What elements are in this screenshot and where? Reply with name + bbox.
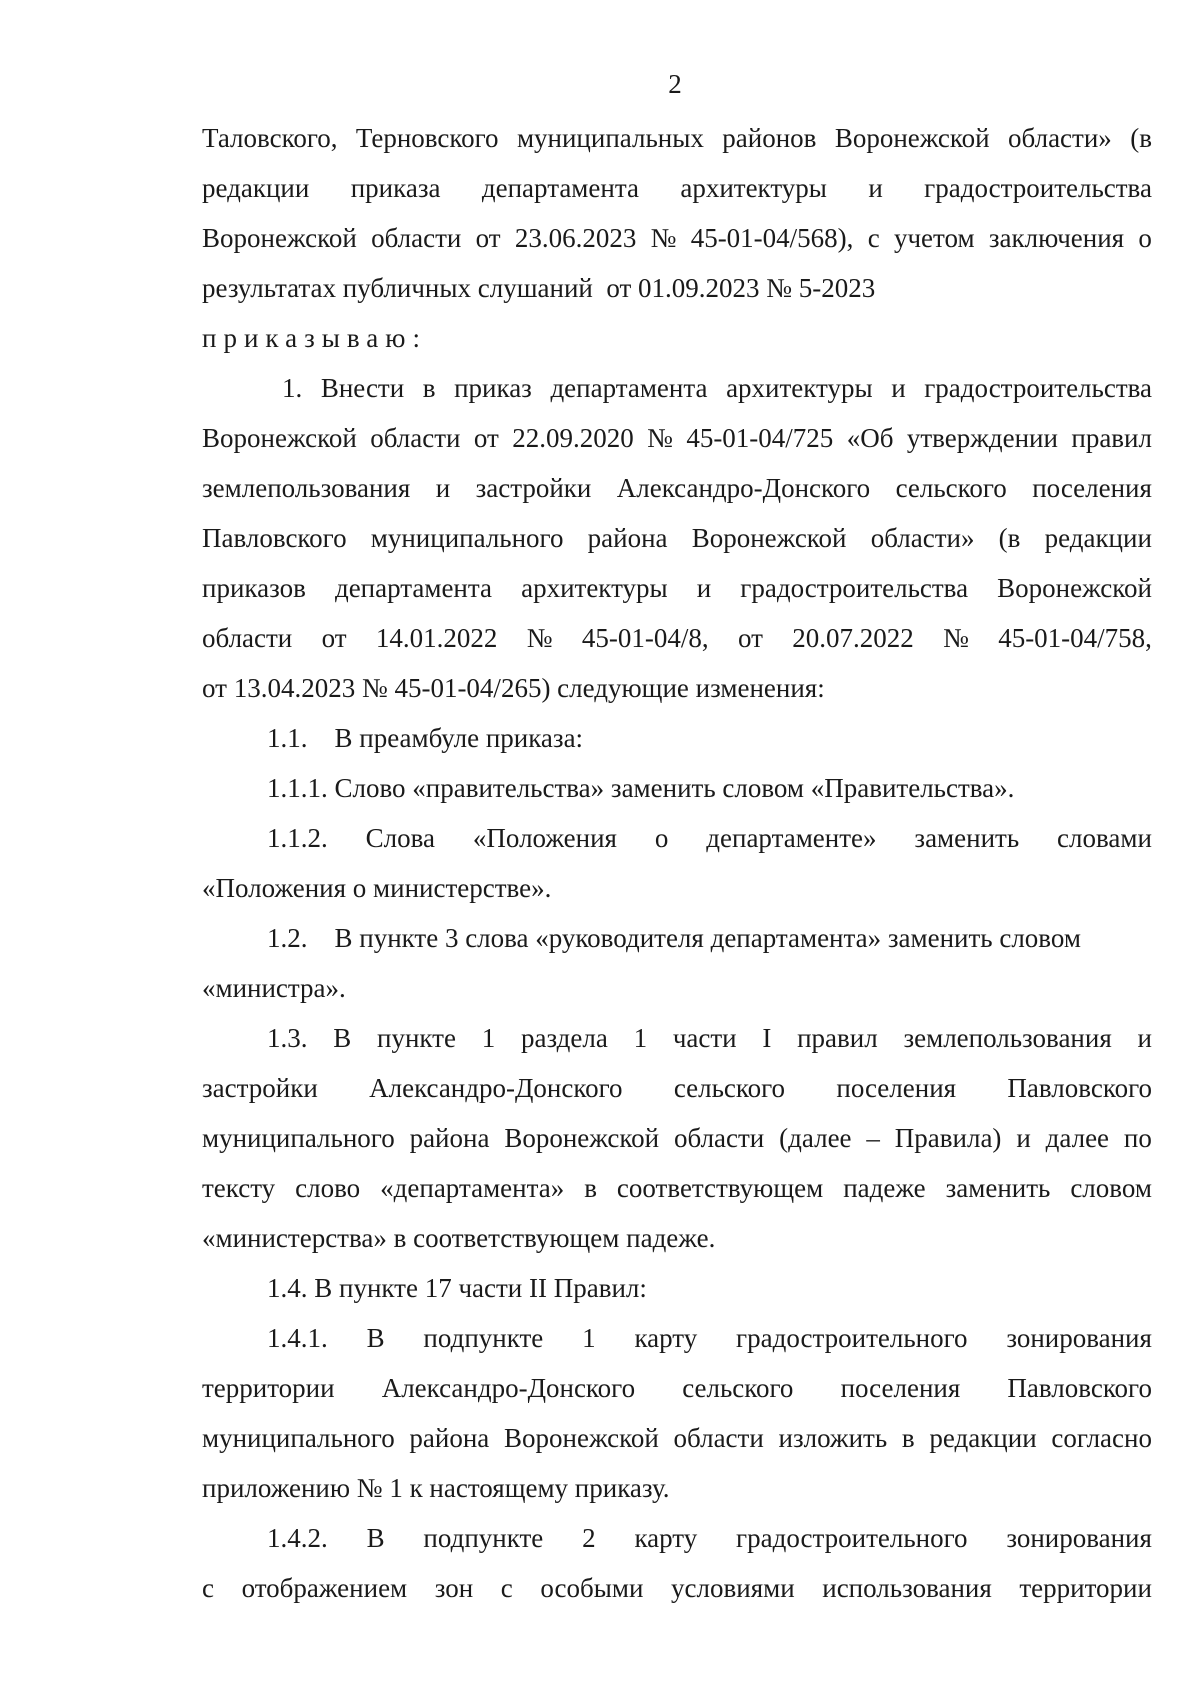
text-line bbox=[202, 1513, 1152, 1563]
word: муниципального bbox=[202, 1423, 395, 1453]
word: карту bbox=[634, 1323, 698, 1353]
word: утверждении bbox=[906, 423, 1058, 453]
word: муниципального bbox=[202, 1123, 395, 1153]
word: застройки bbox=[202, 1073, 318, 1103]
word: Павловского bbox=[1007, 1373, 1152, 1403]
word: 1.3. bbox=[267, 1023, 308, 1053]
word: и bbox=[891, 373, 906, 403]
word: сельского bbox=[673, 1073, 786, 1103]
word: по bbox=[1123, 1123, 1152, 1153]
text-line: «Положения о министерстве». bbox=[202, 873, 552, 903]
word: раздела bbox=[520, 1023, 608, 1053]
text-line: от 13.04.2023 № 45-01-04/265) следующие изменения: bbox=[202, 673, 825, 703]
text-line bbox=[202, 1313, 1152, 1363]
word: 1.4.1. bbox=[267, 1323, 328, 1353]
text-line: 1.1. В преамбуле приказа: bbox=[267, 723, 584, 753]
text-line: приложению № 1 к настоящему приказу. bbox=[202, 1473, 670, 1503]
word: зонирования bbox=[1006, 1523, 1152, 1553]
word: области» bbox=[1008, 123, 1112, 153]
word: от bbox=[321, 623, 347, 653]
text-line: 1.1.1. Слово «правительства» заменить словом «Правительства». bbox=[267, 773, 1015, 803]
word: в bbox=[901, 1423, 915, 1453]
word: и bbox=[1137, 1023, 1152, 1053]
word: градостроительства bbox=[740, 573, 969, 603]
word: сельского bbox=[895, 473, 1007, 503]
word: района bbox=[409, 1123, 490, 1153]
text-line bbox=[202, 813, 1152, 863]
word: редакции bbox=[1044, 523, 1152, 553]
word: 1 bbox=[633, 1023, 648, 1053]
text-line: «министерства» в соответствующем падеже. bbox=[202, 1223, 716, 1253]
word: градостроительства bbox=[924, 173, 1152, 203]
word: с bbox=[500, 1573, 513, 1603]
word: департамента bbox=[481, 173, 639, 203]
word: районов bbox=[722, 123, 817, 153]
word: и bbox=[435, 473, 451, 503]
word: поселения bbox=[840, 1373, 961, 1403]
text-line bbox=[202, 1363, 1152, 1413]
text-line bbox=[202, 1563, 1152, 1613]
word: области bbox=[674, 1123, 765, 1153]
word: согласно bbox=[1051, 1423, 1152, 1453]
word: землепользования bbox=[903, 1023, 1112, 1053]
text-line bbox=[202, 1413, 1152, 1463]
word: Воронежской bbox=[504, 1423, 659, 1453]
word: особыми bbox=[540, 1573, 644, 1603]
word: тексту bbox=[202, 1173, 276, 1203]
word: «Положения bbox=[472, 823, 617, 853]
text-line bbox=[202, 513, 1152, 563]
word: и bbox=[696, 573, 712, 603]
text-line bbox=[202, 413, 1152, 463]
word: зонирования bbox=[1006, 1323, 1152, 1353]
text-line: 1.2. В пункте 3 слова «руководителя департамента» заменить словом bbox=[267, 923, 1081, 953]
word: области bbox=[371, 223, 462, 253]
text-line bbox=[202, 613, 1152, 663]
word: департаменте» bbox=[706, 823, 877, 853]
word: использования bbox=[822, 1573, 992, 1603]
word: области» bbox=[870, 523, 975, 553]
word: муниципального bbox=[370, 523, 564, 553]
word: № bbox=[650, 223, 677, 253]
word: 1.4.2. bbox=[267, 1523, 328, 1553]
word: от bbox=[737, 623, 763, 653]
word: Воронежской bbox=[202, 423, 357, 453]
word: карту bbox=[634, 1523, 698, 1553]
word: 1 bbox=[481, 1023, 496, 1053]
word: падеже bbox=[843, 1173, 926, 1203]
text-line bbox=[202, 1163, 1152, 1213]
word: учетом bbox=[893, 223, 975, 253]
word: Терновского bbox=[355, 123, 499, 153]
word: заключения bbox=[988, 223, 1125, 253]
text-line bbox=[202, 1063, 1152, 1113]
word: 22.09.2020 bbox=[512, 423, 634, 453]
word: с bbox=[867, 223, 880, 253]
text-line bbox=[202, 163, 1152, 213]
word: и bbox=[1016, 1123, 1031, 1153]
word: редакции bbox=[929, 1423, 1037, 1453]
word: – bbox=[866, 1123, 880, 1153]
document-body bbox=[202, 113, 1152, 1613]
word: 45-01-04/568), bbox=[690, 223, 854, 253]
word: (далее bbox=[779, 1123, 852, 1153]
text-line bbox=[202, 1013, 1152, 1063]
word: области bbox=[202, 623, 293, 653]
word: 45-01-04/758, bbox=[998, 623, 1152, 653]
word: и bbox=[868, 173, 883, 203]
word: 2 bbox=[582, 1523, 596, 1553]
word: территории bbox=[202, 1373, 335, 1403]
word: № bbox=[647, 423, 673, 453]
word: «Об bbox=[846, 423, 894, 453]
word: в bbox=[584, 1173, 597, 1203]
word: Воронежской bbox=[997, 573, 1152, 603]
word: далее bbox=[1045, 1123, 1110, 1153]
word: словом bbox=[1070, 1173, 1152, 1203]
word: в bbox=[422, 373, 436, 403]
word: редакции bbox=[202, 173, 310, 203]
word: № bbox=[526, 623, 553, 653]
text-line: «министра». bbox=[202, 973, 346, 1003]
word: В bbox=[333, 1023, 352, 1053]
word: архитектуры bbox=[521, 573, 668, 603]
text-line: приказываю: bbox=[202, 323, 427, 353]
word: территории bbox=[1019, 1573, 1152, 1603]
word: от bbox=[473, 423, 499, 453]
word: области bbox=[370, 423, 461, 453]
word: Павловского bbox=[1007, 1073, 1152, 1103]
text-line bbox=[202, 1113, 1152, 1163]
word: Воронежской bbox=[834, 123, 990, 153]
word: поселения bbox=[1032, 473, 1152, 503]
word: Внести bbox=[320, 373, 405, 403]
word: подпункте bbox=[423, 1523, 544, 1553]
word: подпункте bbox=[423, 1323, 544, 1353]
word: сельского bbox=[682, 1373, 794, 1403]
word: района bbox=[587, 523, 668, 553]
word: отображением bbox=[241, 1573, 408, 1603]
word: соответствующем bbox=[616, 1173, 824, 1203]
word: В bbox=[366, 1323, 385, 1353]
word: архитектуры bbox=[726, 373, 873, 403]
word: правил bbox=[797, 1023, 878, 1053]
word: словами bbox=[1057, 823, 1152, 853]
text-line bbox=[202, 113, 1152, 163]
word: градостроительного bbox=[736, 1323, 968, 1353]
word: землепользования bbox=[202, 473, 411, 503]
word: района bbox=[409, 1423, 490, 1453]
page-number: 2 bbox=[668, 69, 682, 99]
word: Александро-Донского bbox=[381, 1373, 636, 1403]
text-line bbox=[202, 213, 1152, 263]
word: (в bbox=[998, 523, 1021, 553]
word: Александро-Донского bbox=[616, 473, 871, 503]
word: В bbox=[366, 1523, 385, 1553]
word: приказов bbox=[202, 573, 306, 603]
word: заменить bbox=[914, 823, 1020, 853]
word: департамента bbox=[334, 573, 492, 603]
word: поселения bbox=[836, 1073, 957, 1103]
word: правил bbox=[1071, 423, 1152, 453]
word: «департамента» bbox=[380, 1173, 565, 1203]
word: Слова bbox=[365, 823, 436, 853]
word: департамента bbox=[550, 373, 708, 403]
word: № bbox=[943, 623, 969, 653]
word: слово bbox=[295, 1173, 361, 1203]
word: Воронежской bbox=[202, 223, 357, 253]
word: 23.06.2023 bbox=[514, 223, 637, 253]
word: градостроительного bbox=[736, 1523, 968, 1553]
word: 45-01-04/725 bbox=[686, 423, 834, 453]
word: застройки bbox=[475, 473, 592, 503]
word: заменить bbox=[945, 1173, 1051, 1203]
word: Павловского bbox=[202, 523, 347, 553]
text-line bbox=[202, 363, 1152, 413]
word: с bbox=[202, 1573, 214, 1603]
word: 14.01.2022 bbox=[375, 623, 498, 653]
text-line: 1.4. В пункте 17 части II Правил: bbox=[267, 1273, 647, 1303]
word: Воронежской bbox=[691, 523, 847, 553]
word: градостроительства bbox=[924, 373, 1152, 403]
word: от bbox=[475, 223, 501, 253]
word: Воронежской bbox=[504, 1123, 660, 1153]
word: 45-01-04/8, bbox=[581, 623, 709, 653]
word: 1.1.2. bbox=[267, 823, 328, 853]
word: архитектуры bbox=[680, 173, 827, 203]
word: 20.07.2022 bbox=[792, 623, 914, 653]
word: приказ bbox=[454, 373, 532, 403]
word: о bbox=[1138, 223, 1152, 253]
text-line: результатах публичных слушаний от 01.09.2023 № 5-2023 bbox=[202, 273, 876, 303]
word: изложить bbox=[778, 1423, 888, 1453]
word: зон bbox=[434, 1573, 474, 1603]
word: приказа bbox=[350, 173, 441, 203]
word: пункте bbox=[377, 1023, 456, 1053]
word: области bbox=[673, 1423, 764, 1453]
word: 1. bbox=[282, 373, 303, 403]
text-line bbox=[202, 563, 1152, 613]
word: части bbox=[672, 1023, 737, 1053]
word: о bbox=[654, 823, 669, 853]
word: I bbox=[762, 1023, 772, 1053]
word: условиями bbox=[671, 1573, 795, 1603]
word: муниципальных bbox=[516, 123, 704, 153]
word: Александро-Донского bbox=[369, 1073, 623, 1103]
word: Правила) bbox=[894, 1123, 1002, 1153]
word: (в bbox=[1130, 123, 1152, 153]
word: 1 bbox=[582, 1323, 596, 1353]
text-line bbox=[202, 463, 1152, 513]
word: Таловского, bbox=[202, 123, 338, 153]
